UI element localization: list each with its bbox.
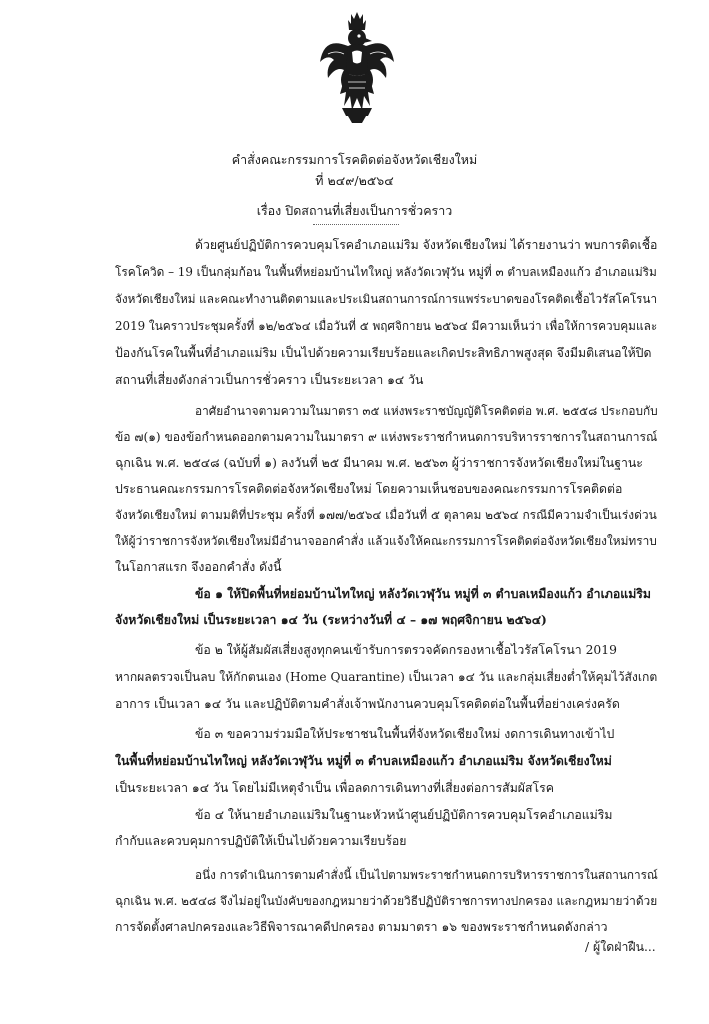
- paragraph-line: อาการ เป็นเวลา ๑๔ วัน และปฏิบัติตามคำสั่งเจ้าพนักงานควบคุมโรคติดต่อในพื้นที่อย่างเคร่งครัด: [115, 697, 620, 711]
- paragraph-line: ด้วยศูนย์ปฏิบัติการควบคุมโรคอำเภอแม่ริม จังหวัดเชียงใหม่ ได้รายงานว่า พบการติดเชื้อ: [195, 238, 658, 252]
- paragraph-line: ฉุกเฉิน พ.ศ. ๒๕๔๘ จึงไม่อยู่ในบังคับของกฎหมายว่าด้วยวิธีปฏิบัติราชการทางปกครอง และกฎหมายว่าด้วย: [115, 894, 658, 908]
- paragraph-line: ฉุกเฉิน พ.ศ. ๒๕๔๘ (ฉบับที่ ๑) ลงวันที่ ๒๕ มีนาคม พ.ศ. ๒๕๖๓ ผู้ว่าราชการจังหวัดเชียงใหม่ในฐานะ: [115, 456, 643, 470]
- paragraph-line: การจัดตั้งศาลปกครองและวิธีพิจารณาคดีปกครอง ตามมาตรา ๑๖ ของพระราชกำหนดดังกล่าว: [115, 920, 608, 934]
- paragraph-line: ข้อ ๒ ให้ผู้สัมผัสเสี่ยงสูงทุกคนเข้ารับการตรวจคัดกรองหาเชื้อไวรัสโคโรนา 2019: [195, 643, 617, 657]
- paragraph-line: ประธานคณะกรรมการโรคติดต่อจังหวัดเชียงใหม่ โดยความเห็นชอบของคณะกรรมการโรคติดต่อ: [115, 482, 623, 496]
- order-title: คำสั่งคณะกรรมการโรคติดต่อจังหวัดเชียงใหม่: [231, 152, 478, 167]
- paragraph-line: 2019 ในคราวประชุมครั้งที่ ๑๒/๒๕๖๔ เมื่อวันที่ ๕ พฤศจิกายน ๒๕๖๔ มีความเห็นว่า เพื่อให้การควบคุมและ: [115, 319, 658, 333]
- paragraph-line: กำกับและควบคุมการปฏิบัติให้เป็นไปด้วยความเรียบร้อย: [115, 834, 407, 848]
- paragraph-line: เป็นระยะเวลา ๑๔ วัน โดยไม่มีเหตุจำเป็น เพื่อลดการเดินทางที่เสี่ยงต่อการสัมผัสโรค: [115, 781, 554, 795]
- paragraph-line: สถานที่เสี่ยงดังกล่าวเป็นการชั่วคราว เป็นระยะเวลา ๑๔ วัน: [115, 373, 424, 387]
- order-number: ที่ ๒๔๙/๒๕๖๔: [315, 173, 394, 188]
- garuda-emblem: [318, 10, 396, 125]
- paragraph-line: ข้อ ๓ ขอความร่วมมือให้ประชาชนในพื้นที่จังหวัดเชียงใหม่ งดการเดินทางเข้าไป: [195, 727, 615, 741]
- continued-marker: / ผู้ใดฝ่าฝืน...: [585, 940, 656, 954]
- paragraph-line: ข้อ ๔ ให้นายอำเภอแม่ริมในฐานะหัวหน้าศูนย์ปฏิบัติการควบคุมโรคอำเภอแม่ริม: [195, 808, 613, 822]
- paragraph-line: ให้ผู้ว่าราชการจังหวัดเชียงใหม่มีอำนาจออกคำสั่ง แล้วแจ้งให้คณะกรรมการโรคติดต่อจังหวัดเชียงใหม่ทราบ: [115, 534, 657, 548]
- paragraph-line: จังหวัดเชียงใหม่ และคณะทำงานติดตามและประเมินสถานการณ์การแพร่ระบาดของโรคติดเชื้อไวรัสโคโรนา: [115, 292, 658, 306]
- paragraph-line: ในโอกาสแรก จึงออกคำสั่ง ดังนี้: [115, 560, 282, 574]
- paragraph-line: ข้อ ๗(๑) ของข้อกำหนดออกตามความในมาตรา ๙ แห่งพระราชกำหนดการบริหารราชการในสถานการณ์: [115, 430, 658, 444]
- paragraph-line: อาศัยอำนาจตามความในมาตรา ๓๕ แห่งพระราชบัญญัติโรคติดต่อ พ.ศ. ๒๕๕๘ ประกอบกับ: [195, 404, 658, 418]
- paragraph-line: โรคโควิด – 19 เป็นกลุ่มก้อน ในพื้นที่หย่อมบ้านไทใหญ่ หลังวัดเวฬุวัน หมู่ที่ ๓ ตำบลเหมืองแก้ว อำเภอแม่ริม: [115, 265, 657, 279]
- paragraph-line: ข้อ ๑ ให้ปิดพื้นที่หย่อมบ้านไทใหญ่ หลังวัดเวฬุวัน หมู่ที่ ๓ ตำบลเหมืองแก้ว อำเภอแม่ริม: [195, 586, 652, 601]
- paragraph-line: จังหวัดเชียงใหม่ เป็นระยะเวลา ๑๔ วัน (ระหว่างวันที่ ๔ – ๑๗ พฤศจิกายน ๒๕๖๔): [115, 612, 547, 627]
- paragraph-line: ป้องกันโรคในพื้นที่อำเภอแม่ริม เป็นไปด้วยความเรียบร้อยและเกิดประสิทธิภาพสูงสุด จึงมีมติเสนอให้ปิด: [115, 346, 652, 360]
- order-subject: เรื่อง ปิดสถานที่เสี่ยงเป็นการชั่วคราว: [256, 203, 453, 218]
- paragraph-line: หากผลตรวจเป็นลบ ให้กักตนเอง (Home Quarantine) เป็นเวลา ๑๔ วัน และกลุ่มเสี่ยงต่ำให้คุมไว้สังเกต: [115, 670, 658, 684]
- paragraph-line: จังหวัดเชียงใหม่ ตามมติที่ประชุม ครั้งที่ ๑๗๗/๒๕๖๔ เมื่อวันที่ ๕ ตุลาคม ๒๕๖๔ กรณีมีความจำเป็นเร่งด่วน: [115, 508, 657, 522]
- header-divider: [313, 224, 399, 225]
- paragraph-line: ในพื้นที่หย่อมบ้านไทใหญ่ หลังวัดเวฬุวัน หมู่ที่ ๓ ตำบลเหมืองแก้ว อำเภอแม่ริม จังหวัดเชียงใหม่: [115, 753, 612, 768]
- paragraph-line: อนึ่ง การดำเนินการตามคำสั่งนี้ เป็นไปตามพระราชกำหนดการบริหารราชการในสถานการณ์: [195, 868, 658, 882]
